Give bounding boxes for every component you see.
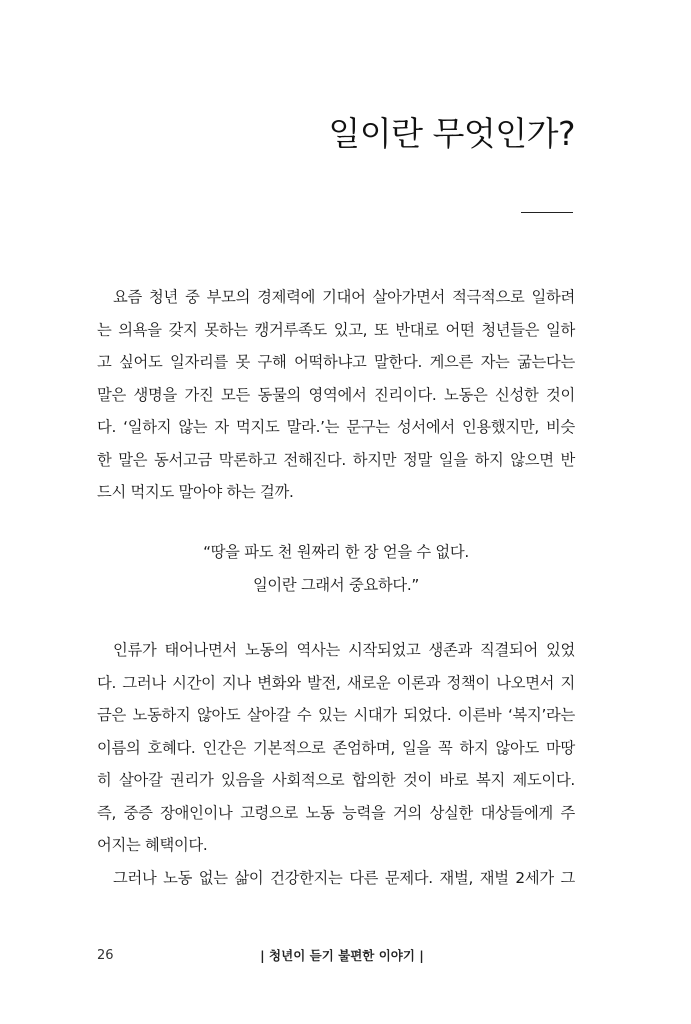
text-line: 드시 먹지도 말아야 하는 걸까. [97,483,294,501]
page-number: 26 [97,948,114,963]
paragraph-3 [97,862,575,895]
text-line: 이름의 호혜다. 인간은 기본적으로 존엄하며, 일을 꼭 하지 않아도 마땅 [97,738,575,757]
text-line: 즉, 중증 장애인이나 고령으로 노동 능력을 거의 상실한 대상들에게 주 [97,803,575,822]
text-line: 다. ‘일하지 않는 자 먹지도 말라.’는 문구는 성서에서 인용했지만, 비슷 [97,418,575,436]
text-line: 는 의욕을 갖지 못하는 캥거루족도 있고, 또 반대로 어떤 청년들은 일하 [97,320,575,339]
chapter-title: 일이란 무엇인가? [328,114,575,153]
text-line: 그러나 노동 없는 삶이 건강한지는 다른 문제다. 재벌, 재벌 2세가 그 [113,869,575,887]
text-line: 말은 생명을 가진 모든 동물의 영역에서 진리이다. 노동은 신성한 것이 [97,385,575,404]
quote-line: “땅을 파도 천 원짜리 한 장 얻을 수 없다. [203,543,469,561]
paragraph-1 [97,281,575,509]
text-line: 인류가 태어나면서 노동의 역사는 시작되었고 생존과 직결되어 있었 [113,641,575,659]
text-line: 요즘 청년 중 부모의 경제력에 기대어 살아가면서 적극적으로 일하려 [113,288,575,306]
text-line: 히 살아갈 권리가 있음을 사회적으로 합의한 것이 바로 복지 제도이다. [97,771,575,789]
quote-line: 일이란 그래서 중요하다.” [252,575,420,594]
text-line: 금은 노동하지 않아도 살아갈 수 있는 시대가 되었다. 이른바 ‘복지’라는 [97,706,575,724]
title-divider [521,212,573,213]
text-line: 다. 그러나 시간이 지나 변화와 발전, 새로운 이론과 정책이 나오면서 지 [97,673,575,692]
page-footer [97,944,575,968]
running-title: | 청년이 듣기 불편한 이야기 | [260,948,424,963]
text-line: 어지는 혜택이다. [97,836,208,854]
text-line: 한 말은 동서고금 막론하고 전해진다. 하지만 정말 일을 하지 않으면 반 [97,450,575,469]
pull-quote [97,536,575,601]
text-line: 고 싶어도 일자리를 못 구해 어떡하냐고 말한다. 게으른 자는 굶는다는 [97,353,575,371]
paragraph-2 [97,634,575,862]
